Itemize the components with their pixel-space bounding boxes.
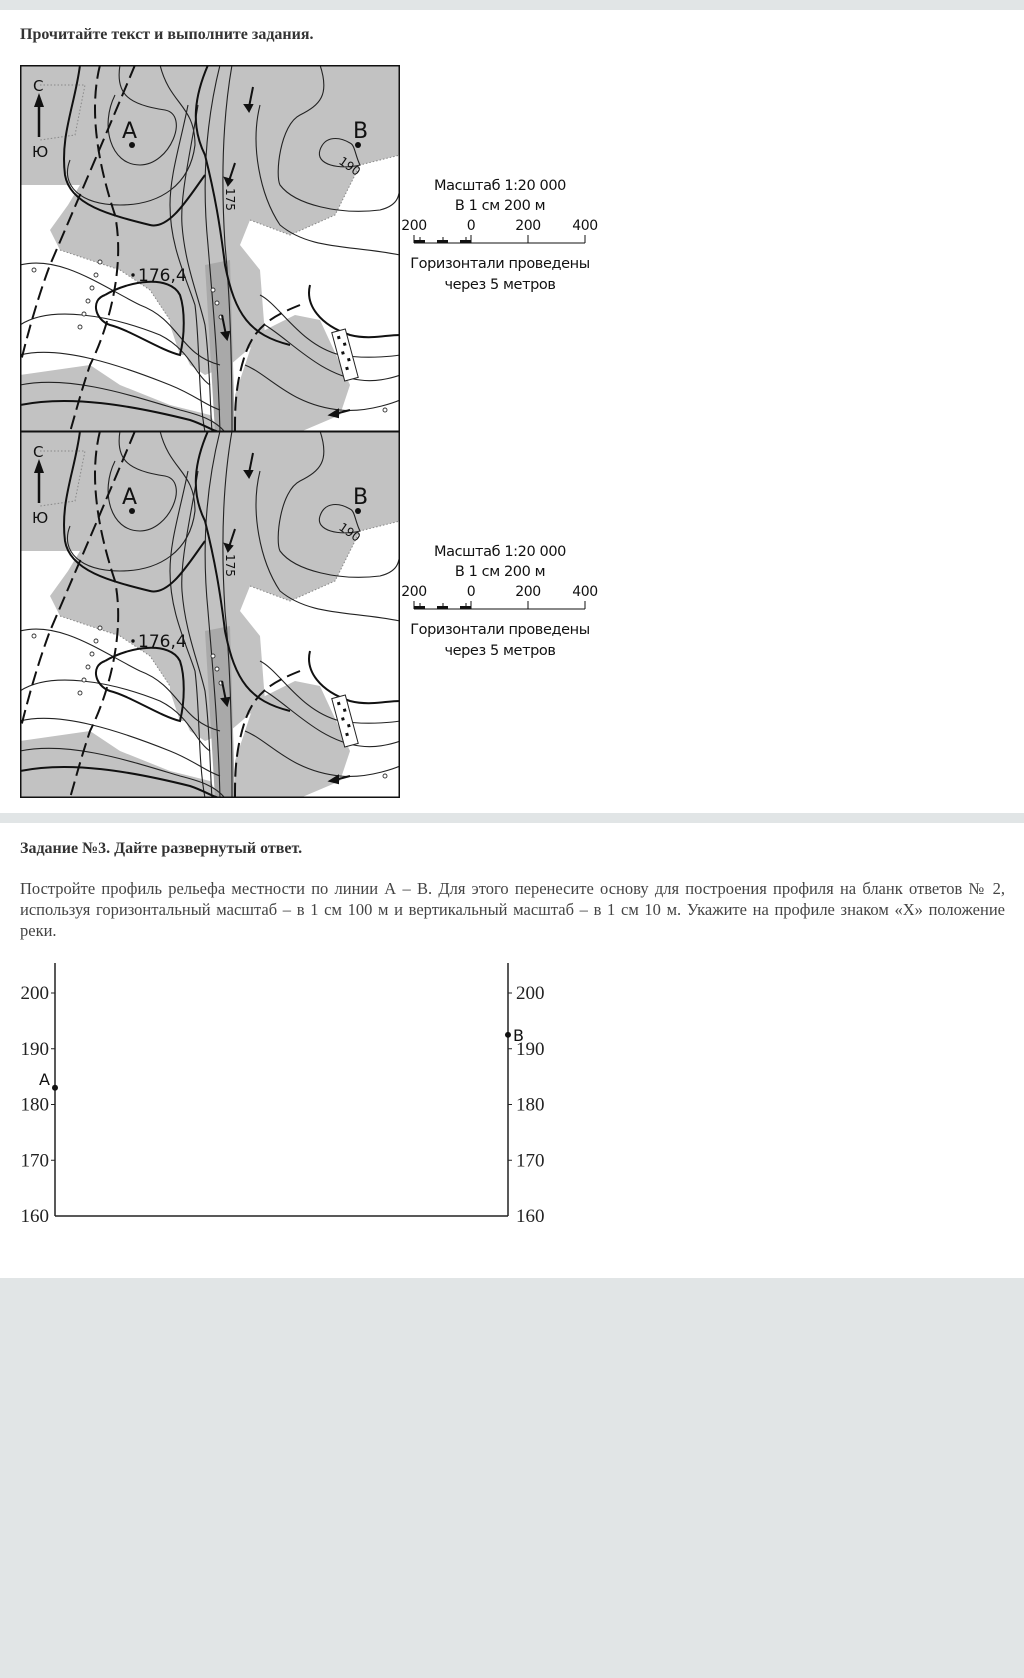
left-tick-label: 180	[20, 1094, 49, 1116]
contour-note-1: Горизонтали проведены	[410, 622, 590, 638]
south-label: Ю	[32, 509, 49, 527]
profile-point-label: А	[39, 1069, 50, 1089]
scale-tick-label: 400	[572, 584, 598, 600]
contour-190-label: 190	[336, 519, 364, 545]
point-a-label: А	[122, 485, 138, 510]
right-tick-label: 200	[516, 983, 545, 1004]
scale-text: В 1 см 200 м	[454, 564, 546, 580]
reading-card	[0, 10, 1024, 813]
intro-heading: Прочитайте текст и выполните задания.	[20, 26, 314, 43]
scale-tick-label: 200	[515, 218, 541, 234]
left-tick-label: 170	[20, 1150, 49, 1172]
north-label: С	[33, 77, 44, 95]
scale-text: В 1 см 200 м	[454, 198, 546, 214]
contour-note-1: Горизонтали проведены	[410, 256, 590, 272]
contour-175-label: 175	[223, 188, 237, 211]
scale-tick-label: 0	[466, 584, 476, 600]
contour-175-label: 175	[223, 554, 237, 577]
contour-190-label: 190	[336, 153, 364, 179]
top-band	[0, 0, 1024, 10]
right-tick-label: 190	[516, 1038, 545, 1060]
scale-title: Масштаб 1:20 000	[434, 544, 566, 560]
spot-height-label: 176,4	[138, 266, 187, 286]
spot-height-label: 176,4	[138, 632, 187, 652]
left-tick-label: 160	[20, 1206, 49, 1227]
left-tick-label: 190	[20, 1038, 49, 1060]
profile-point-label: В	[513, 1025, 524, 1045]
right-tick-label: 180	[516, 1094, 545, 1116]
profile-point-a	[52, 1085, 58, 1091]
scale-tick-label: 200	[401, 218, 427, 234]
right-tick-label: 170	[516, 1150, 545, 1172]
spot-height-marker	[131, 639, 134, 642]
contour-note-2: через 5 метров	[444, 643, 556, 659]
spot-height-marker	[131, 273, 134, 276]
scale-tick-label: 200	[401, 584, 427, 600]
point-b-label: В	[353, 119, 369, 144]
right-tick-label: 160	[516, 1206, 545, 1227]
topographic-map-2	[20, 431, 400, 798]
profile-chart	[0, 823, 1024, 1278]
left-tick-label: 200	[20, 983, 49, 1004]
scale-tick-label: 0	[466, 218, 476, 234]
scale-bar	[400, 216, 600, 250]
task-card	[0, 823, 1024, 1278]
map-content	[20, 65, 400, 432]
scale-tick-label: 400	[572, 218, 598, 234]
topographic-map-1	[20, 65, 400, 432]
map-content	[20, 431, 400, 798]
scale-title: Масштаб 1:20 000	[434, 178, 566, 194]
point-a-label: А	[122, 119, 138, 144]
task-text: Постройте профиль рельефа местности по линии А – В. Для этого перенесите основу для построения профиля на бланк ответов № 2, используя горизонтальный масштаб – в 1 см 100 м и вертикальный масштаб – в 1 см 10 м. Укажите на профиле знаком «Х» положение реки.	[20, 879, 1005, 940]
north-label: С	[33, 443, 44, 461]
contour-note-2: через 5 метров	[444, 277, 556, 293]
task-heading: Задание №3. Дайте развернутый ответ.	[20, 840, 303, 857]
point-b-label: В	[353, 485, 369, 510]
profile-point-b	[505, 1032, 511, 1038]
scale-bar	[400, 582, 600, 616]
south-label: Ю	[32, 143, 49, 161]
scale-tick-label: 200	[515, 584, 541, 600]
